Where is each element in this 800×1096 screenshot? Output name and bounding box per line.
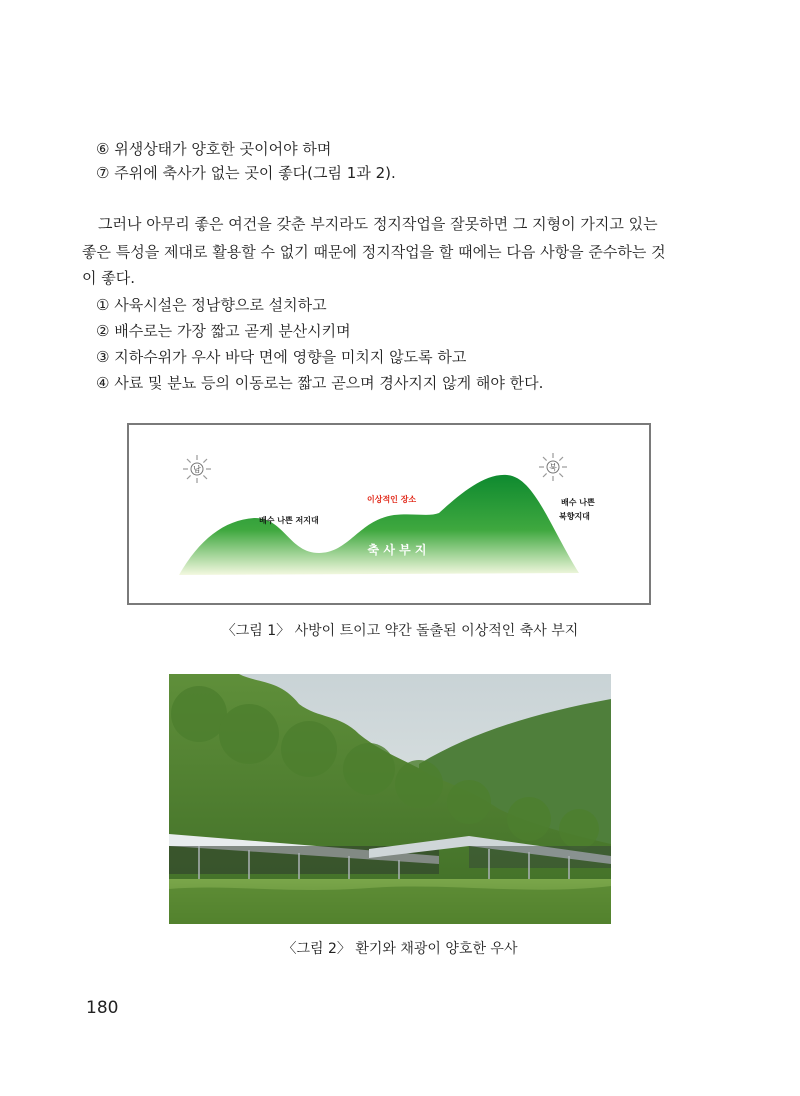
figure2-caption: 〈그림 2〉 환기와 채광이 양호한 우사 bbox=[282, 941, 518, 957]
paragraph-line-3: 이 좋다. bbox=[82, 269, 136, 287]
label-ideal-site: 이상적인 장소 bbox=[367, 495, 417, 504]
paragraph-line-1: 그러나 아무리 좋은 여건을 갖춘 부지라도 정지작업을 잘못하면 그 지형이 가지고 있는 bbox=[98, 215, 658, 233]
label-bad-north-1: 배수 나쁜 bbox=[561, 498, 595, 507]
list-item-7: ⑦ 주위에 축사가 없는 곳이 좋다(그림 1과 2). bbox=[96, 164, 396, 182]
paragraph-line-2: 좋은 특성을 제대로 활용할 수 없기 때문에 정지작업을 할 때에는 다음 사항을 준수하는 것 bbox=[82, 243, 666, 261]
list-item-3: ③ 지하수위가 우사 바닥 면에 영향을 미치지 않도록 하고 bbox=[96, 348, 467, 366]
label-barn-site: 축 사 부 지 bbox=[367, 543, 427, 557]
list-item-6: ⑥ 위생상태가 양호한 곳이어야 하며 bbox=[96, 140, 332, 158]
terrain-diagram bbox=[127, 423, 651, 605]
sun-north-label: 북 bbox=[549, 463, 557, 472]
list-item-2: ② 배수로는 가장 짧고 곧게 분산시키며 bbox=[96, 322, 351, 340]
terrain-diagram-svg bbox=[129, 425, 649, 603]
list-item-4: ④ 사료 및 분뇨 등의 이동로는 짧고 곧으며 경사지지 않게 해야 한다. bbox=[96, 374, 544, 392]
barn-photo bbox=[169, 674, 611, 924]
hill-shape bbox=[179, 475, 579, 575]
label-bad-north-2: 북향지대 bbox=[559, 512, 590, 521]
barn-photo-svg bbox=[169, 674, 611, 924]
label-bad-lowland: 배수 나쁜 저지대 bbox=[259, 516, 319, 525]
page-number: 180 bbox=[86, 998, 119, 1018]
list-item-1: ① 사육시설은 정남향으로 설치하고 bbox=[96, 296, 327, 314]
figure1-caption: 〈그림 1〉 사방이 트이고 약간 돌출된 이상적인 축사 부지 bbox=[221, 623, 579, 639]
sun-south-label: 남 bbox=[193, 465, 201, 474]
